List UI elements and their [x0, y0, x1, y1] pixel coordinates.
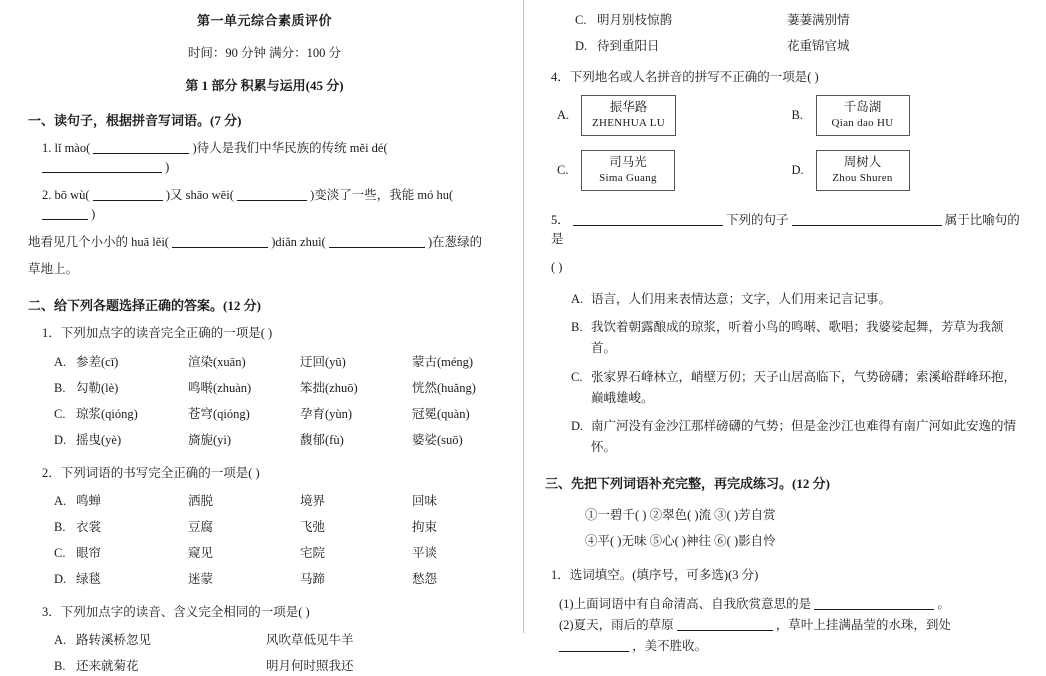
option-cell: 鸣啭(zhuàn): [188, 380, 252, 395]
q5-options: [545, 289, 1026, 459]
option-cell: 蒙古(méng): [412, 354, 474, 369]
section-1-item-2: [28, 186, 501, 225]
q5-option-b[interactable]: [545, 317, 1026, 360]
sub-2-text: (2)夏天，雨后的草原: [559, 617, 674, 632]
q4-option-b[interactable]: [792, 95, 1027, 136]
q4-option-c[interactable]: [557, 150, 792, 191]
option-text: 语言，人们用来表情达意；文字，人们用来记言记事。: [591, 291, 892, 306]
option-cell: 笨拙(zhuō): [300, 380, 358, 395]
answer-blank[interactable]: [677, 617, 773, 631]
q4-options: [545, 95, 1026, 204]
name-pinyin: Qian dao HU: [831, 117, 894, 130]
name-chinese: 千岛湖: [843, 100, 882, 115]
option-label: D.: [575, 39, 588, 53]
q2-3-option-c[interactable]: [545, 10, 1026, 30]
option-cell: 明月别枝惊鹊: [597, 13, 673, 27]
option-cell: 摇曳(yè): [76, 432, 122, 447]
option-cell: 境界: [300, 494, 326, 508]
option-label: C.: [575, 13, 587, 27]
option-cell: 风吹草低见牛羊: [266, 633, 354, 648]
option-cell: 孕育(yùn): [300, 406, 353, 421]
section-3-heading: 三、先把下列词语补充完整，再完成练习。(12 分): [545, 475, 830, 491]
option-cell: 旖旎(yi): [188, 432, 232, 447]
answer-blank[interactable]: [172, 234, 268, 248]
option-cell: 眼帘: [76, 546, 102, 560]
option-cell: 迂回(yū): [300, 354, 346, 369]
answer-blank[interactable]: [93, 187, 163, 201]
name-pinyin-box: [816, 95, 910, 136]
idioms-line-2: ④平( )无味 ⑤心( )神往 ⑥( )影自怜: [585, 533, 776, 548]
part-heading: 第 1 部分 积累与运用(45 分): [185, 78, 344, 93]
exam-meta: 时间：90 分钟 满分：100 分: [187, 46, 342, 60]
idioms-line-1: ①一碧千( ) ②翠色( )流 ③( )芳自赏: [585, 507, 776, 522]
q2-2-option-a[interactable]: [28, 491, 501, 511]
option-cell: 窥见: [188, 546, 214, 560]
line-3-b: )diǎn zhuì(: [271, 234, 326, 249]
q2-1-option-c[interactable]: [28, 404, 501, 424]
section-1-line-4: 草地上。: [28, 261, 79, 276]
option-cell: 愁怨: [412, 572, 438, 586]
answer-blank[interactable]: [42, 206, 88, 220]
option-label: A.: [54, 494, 67, 508]
item-2-mid: )又 shāo wēi(: [165, 187, 234, 202]
option-label: B.: [791, 108, 803, 123]
option-cell: 飞弛: [300, 520, 326, 534]
sub-1-end: 。: [937, 596, 950, 611]
section-1-heading: 一、读句子，根据拼音写词语。(7 分): [28, 113, 242, 128]
name-pinyin: Sima Guang: [599, 171, 657, 184]
q5-option-d[interactable]: [545, 416, 1026, 459]
option-cell: 苍穹(qióng): [188, 406, 250, 421]
option-cell: 衣裳: [76, 520, 102, 534]
sub-1-text: (1)上面词语中有自命清高、自我欣赏意思的是: [559, 596, 812, 611]
option-label: B.: [54, 520, 66, 534]
q2-3-option-d[interactable]: [545, 36, 1026, 56]
item-1-mid: )待人是我们中华民族的传统 měi dé(: [192, 141, 388, 155]
option-cell: 平谈: [412, 546, 438, 560]
option-label: D.: [54, 572, 67, 586]
option-cell: 洒脱: [188, 494, 214, 508]
option-label: C.: [557, 162, 569, 177]
option-cell: 马蹄: [300, 572, 326, 586]
q2-3-option-b[interactable]: [28, 656, 501, 676]
name-pinyin-box: [581, 150, 675, 191]
option-label: C.: [571, 369, 583, 384]
option-label: A.: [54, 354, 67, 369]
q2-3-option-a[interactable]: [28, 630, 501, 650]
item-2-end: ): [91, 207, 96, 222]
option-cell: 参差(cī): [76, 354, 119, 369]
question-5-line2: ( ): [551, 259, 563, 274]
option-cell: 待到重阳日: [597, 39, 660, 53]
option-cell: 萋萋满别情: [787, 13, 850, 27]
option-label: B.: [571, 320, 583, 335]
q5-text: 下列的句子: [726, 212, 789, 227]
option-label: A.: [54, 633, 67, 648]
answer-blank[interactable]: [329, 234, 425, 248]
q5-option-a[interactable]: [545, 289, 1026, 310]
question-5: [545, 211, 1026, 250]
option-label: B.: [54, 380, 66, 395]
item-2-post: )变淡了一些，我能 mó hu(: [310, 187, 454, 202]
option-label: B.: [54, 659, 66, 674]
question-4: 4．下列地名或人名拼音的拼写不正确的一项是( ): [551, 70, 819, 84]
q2-1-option-b[interactable]: [28, 378, 501, 398]
item-1-pre: lǐ mào(: [54, 141, 91, 155]
sub-3-text: ，美不胜收。: [632, 639, 708, 654]
q4-option-a[interactable]: [557, 95, 792, 136]
option-label: A.: [557, 108, 570, 123]
name-pinyin: ZHENHUA LU: [592, 117, 665, 130]
section-3-q1-sub-1: [545, 594, 1026, 615]
q2-2-option-c[interactable]: [28, 543, 501, 563]
option-cell: 勾勒(lè): [76, 380, 119, 395]
option-cell: 恍然(huǎng): [412, 380, 476, 395]
section-2-heading: 二、给下列各题选择正确的答案。(12 分): [28, 298, 261, 314]
option-cell: 迷蒙: [188, 572, 214, 586]
option-text: 南广河没有金沙江那样磅礴的气势；但是金沙江也难得有南广河如此安逸的情怀。: [591, 419, 1017, 455]
option-cell: 渲染(xuān): [188, 354, 246, 369]
q4-option-d[interactable]: [792, 150, 1027, 191]
sub-2-mid: ，草叶上挂满晶莹的水珠，到处: [775, 617, 951, 632]
option-text: 张家界石峰林立，峭壁万仞；天子山居高临下，气势磅礴；索溪峪群峰环抱，巅峨雄峻。: [591, 369, 1017, 405]
question-2-1: 1．下列加点字的读音完全正确的一项是( ): [42, 326, 273, 341]
item-1-post: ): [165, 160, 170, 175]
name-pinyin-box: [581, 95, 676, 136]
right-column: [523, 0, 1046, 654]
item-2-number: 2.: [42, 187, 52, 202]
item-1-number: 1.: [42, 141, 52, 155]
answer-blank[interactable]: [93, 140, 189, 154]
option-label: D.: [54, 432, 67, 447]
option-cell: 花重锦官城: [787, 39, 850, 53]
option-cell: 拘束: [412, 520, 438, 534]
name-chinese: 司马光: [609, 155, 647, 170]
option-cell: 琼浆(qióng): [76, 406, 138, 421]
option-label: D.: [791, 162, 804, 177]
section-3-question-1: 1．选词填空。(填序号，可多选)(3 分): [551, 568, 759, 583]
q2-1-option-a[interactable]: [28, 352, 501, 372]
name-pinyin: Zhou Shuren: [832, 171, 893, 184]
item-2-pre: bō wù(: [54, 187, 90, 202]
option-cell: 宅院: [300, 546, 326, 560]
section-1-item-1: [28, 139, 501, 178]
option-cell: 明月何时照我还: [266, 659, 354, 674]
name-pinyin-box: [816, 150, 910, 191]
option-label: A.: [571, 291, 584, 306]
option-cell: 豆腐: [188, 520, 214, 534]
q5-tail: 属于比喻句的是: [551, 212, 1020, 247]
option-label: C.: [54, 546, 66, 560]
q2-2-option-d[interactable]: [28, 569, 501, 589]
answer-blank[interactable]: [559, 638, 629, 652]
answer-blank[interactable]: [237, 187, 307, 201]
page-title: 第一单元综合素质评价: [196, 13, 332, 28]
name-chinese: 振华路: [609, 100, 648, 115]
name-chinese: 周树人: [843, 155, 882, 170]
line-3-c: )在葱绿的: [427, 234, 483, 249]
left-column: [0, 0, 523, 674]
option-text: 我饮着朝露酿成的琼浆，听着小鸟的鸣啭、歌唱；我婆娑起舞，芳草为我颔首。: [591, 320, 1004, 356]
answer-blank[interactable]: [42, 159, 162, 173]
option-cell: 回味: [412, 494, 438, 508]
option-cell: 鸣蝉: [76, 494, 102, 508]
option-cell: 绿毯: [76, 572, 102, 586]
question-2-3: 3．下列加点字的读音、含义完全相同的一项是( ): [42, 605, 310, 619]
q2-2-option-b[interactable]: [28, 517, 501, 537]
option-cell: 还来就菊花: [76, 659, 139, 674]
section-1-line-3: [28, 233, 501, 252]
option-cell: 婆娑(suō): [412, 432, 463, 447]
option-cell: 馥郁(fù): [300, 432, 344, 447]
option-label: C.: [54, 406, 66, 421]
question-2-2: 2．下列词语的书写完全正确的一项是( ): [42, 465, 260, 480]
line-3-a: 地看见几个小小的 huā lěi(: [28, 234, 169, 249]
q5-option-c[interactable]: [545, 367, 1026, 410]
answer-blank[interactable]: [573, 212, 723, 226]
answer-blank[interactable]: [814, 596, 934, 610]
option-label: D.: [571, 419, 584, 434]
q2-1-option-d[interactable]: [28, 430, 501, 450]
q5-number: 5．: [551, 212, 570, 227]
answer-blank[interactable]: [792, 212, 942, 226]
option-cell: 路转溪桥忽见: [76, 633, 152, 648]
section-3-q1-sub-3: [545, 636, 1026, 657]
option-cell: 冠冕(quàn): [412, 406, 470, 421]
